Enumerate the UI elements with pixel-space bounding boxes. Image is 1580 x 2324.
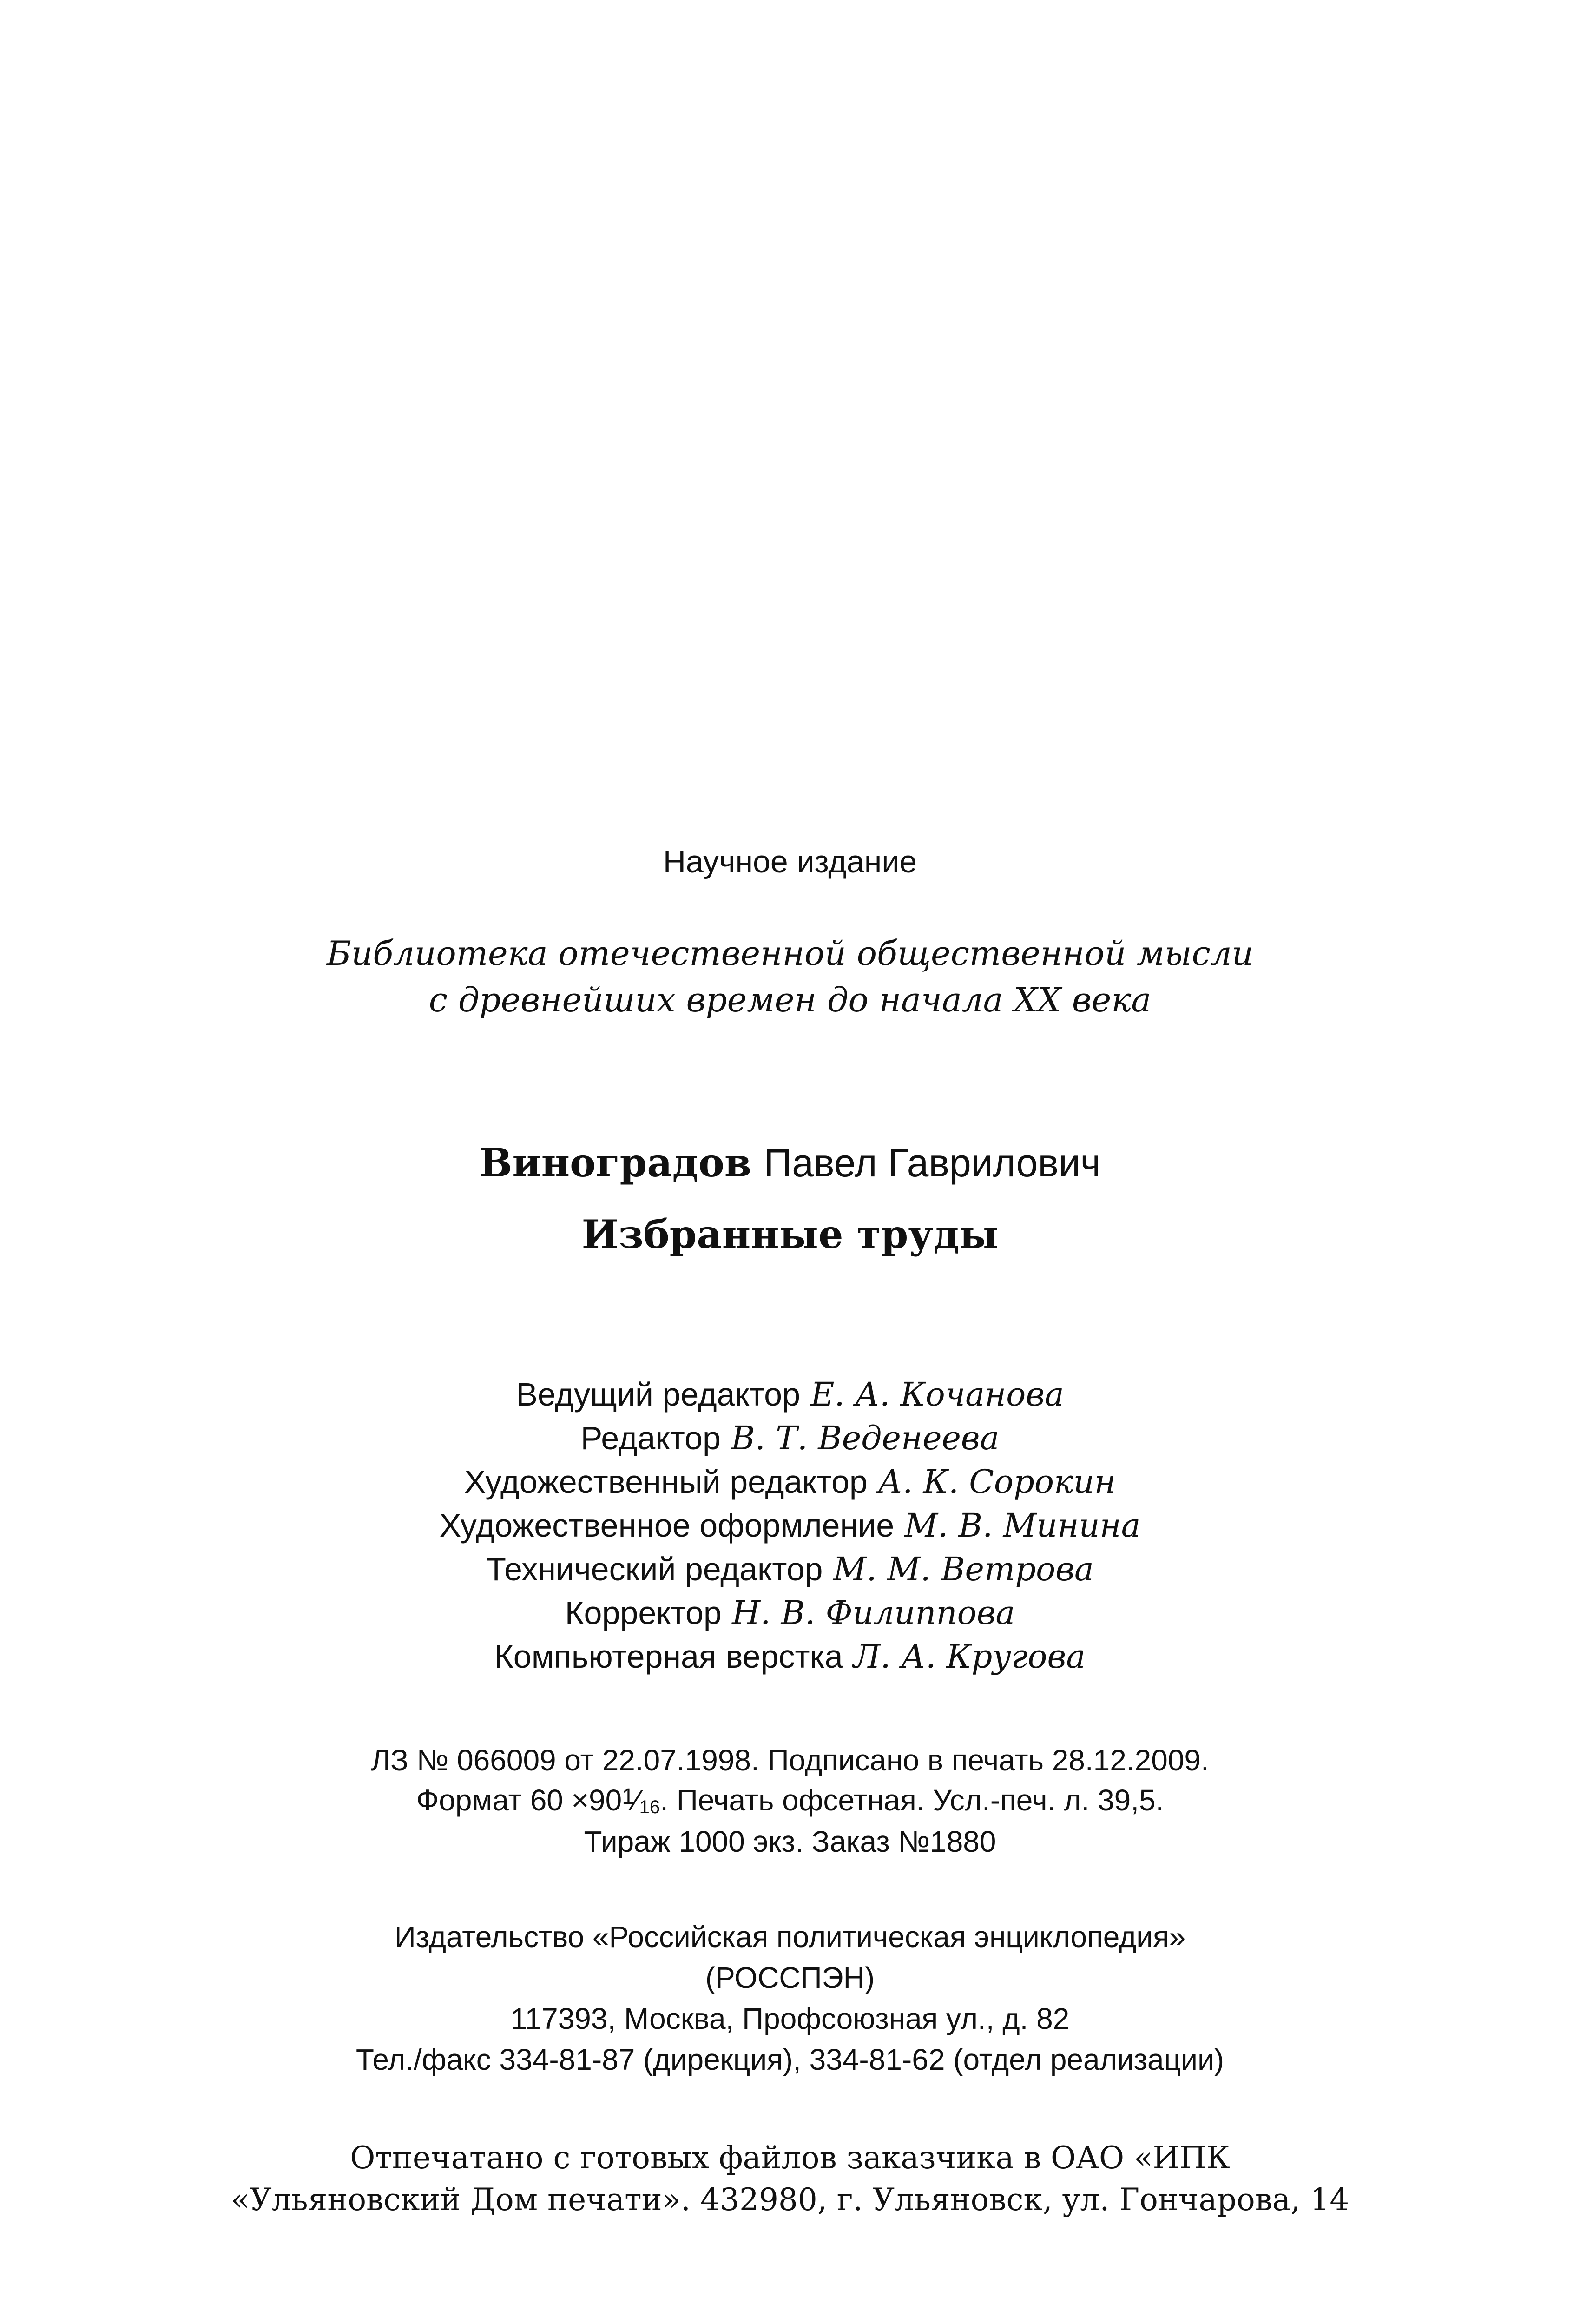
credit-role: Компьютерная верстка [494,1638,843,1675]
author-line [186,1140,1394,1186]
format-fraction-denominator: 16 [639,1797,660,1817]
credit-row [186,1506,1394,1545]
publisher-block [186,1922,1394,2086]
credit-row [186,1637,1394,1676]
series-title-line-2: с древнейших времен до начала XX века [428,980,1152,1019]
credit-row [186,1550,1394,1588]
format-fraction-numerator: 1 [622,1784,634,1809]
credit-role: Технический редактор [486,1551,823,1587]
publication-info-block [186,1745,1394,1867]
credit-name: Н. В. Филиппова [732,1594,1015,1632]
format-line: Формат $60 \times 90^1⁄16$. Печать офсетная. Усл.-печ. л. 39,5. [416,1783,1164,1817]
publisher-name: Издательство «Российская политическая энциклопедия» [394,1920,1186,1954]
credit-name: А. К. Сорокин [878,1463,1116,1501]
credit-name: Е. А. Кочанова [810,1375,1064,1413]
credit-role: Ведущий редактор [516,1376,801,1413]
credit-role: Художественное оформление [439,1507,895,1544]
credit-name: М. В. Минина [904,1506,1141,1545]
credit-name: М. М. Ветрова [833,1550,1094,1588]
printer-block [186,2140,1394,2226]
format-prefix: Формат 60 ×90 [416,1783,622,1817]
publisher-abbreviation: (РОССПЭН) [705,1961,875,1994]
publisher-phones: Тел./факс 334-81-87 (дирекция), 334-81-62 (отдел реализации) [356,2043,1224,2076]
publisher-address: 117393, Москва, Профсоюзная ул., д. 82 [510,2002,1070,2035]
edition-type: Научное издание [663,844,917,879]
license-line: ЛЗ № 066009 от 22.07.1998. Подписано в печать 28.12.2009. [371,1743,1209,1777]
print-run-line: Тираж 1000 экз. Заказ №1880 [584,1825,996,1858]
credit-row [186,1594,1394,1632]
credit-name: В. Т. Веденеева [731,1419,1000,1457]
author-surname: Виноградов [479,1140,752,1186]
credit-name: Л. А. Кругова [853,1637,1086,1676]
author-given-names: Павел Гаврилович [764,1141,1101,1185]
format-suffix: . Печать офсетная. Усл.-печ. л. 39,5. [660,1783,1164,1817]
series-title-line-1: Библиотека отечественной общественной мысли [326,934,1254,973]
credit-role: Корректор [565,1595,722,1631]
printer-line-2: «Ульяновский Дом печати». 432980, г. Ульяновск, ул. Гончарова, 14 [230,2182,1350,2218]
author-title-block [186,1140,1394,1287]
credit-row [186,1375,1394,1413]
credits-block [186,1375,1394,1684]
book-title: Избранные труды [581,1211,999,1257]
series-title-block [186,934,1394,1030]
credit-row [186,1419,1394,1457]
printer-line-1: Отпечатано с готовых файлов заказчика в ОАО «ИПК [350,2140,1230,2176]
credit-row [186,1463,1394,1501]
credit-role: Редактор [580,1420,721,1456]
edition-type-block [186,846,1394,878]
credit-role: Художественный редактор [464,1464,868,1500]
